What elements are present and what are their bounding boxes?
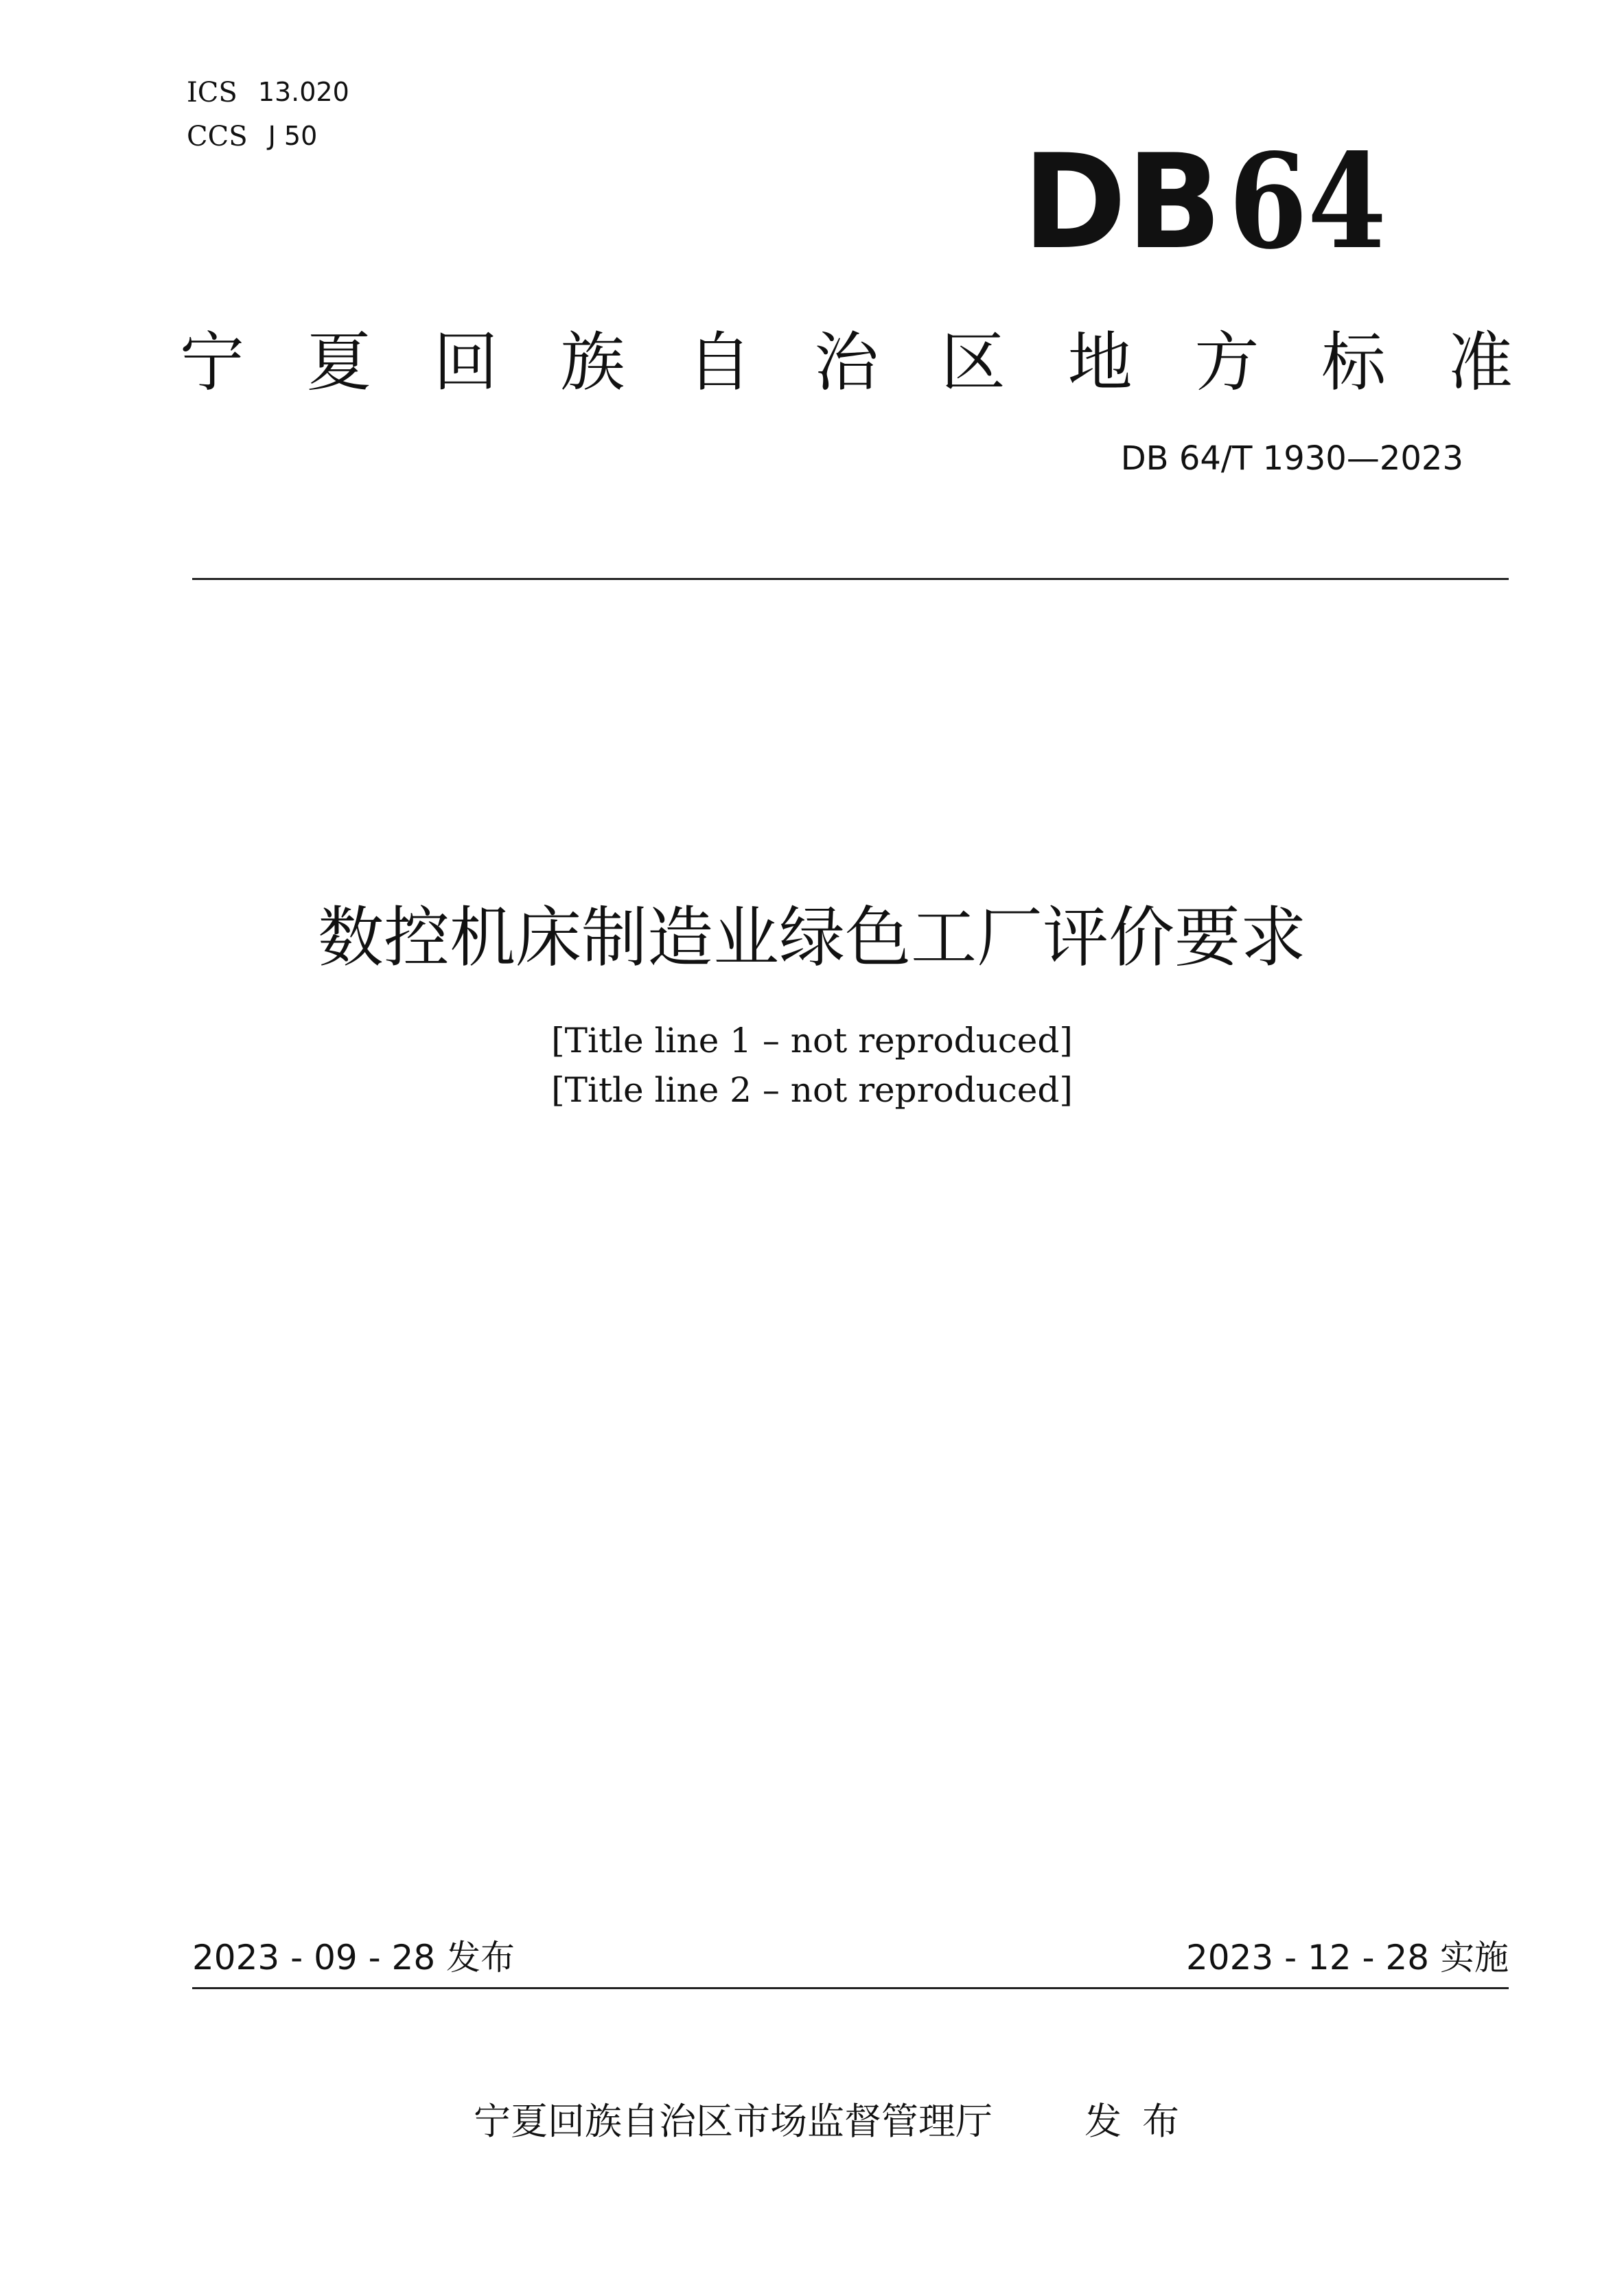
issue-action: 发布 bbox=[1084, 2100, 1200, 2143]
standard-number: DB 64/T 1930—2023 bbox=[1120, 439, 1463, 478]
region-title-char: 地 bbox=[1067, 325, 1133, 400]
ccs-classification bbox=[187, 121, 317, 152]
ccs-value: J 50 bbox=[268, 121, 318, 151]
region-standard-title bbox=[180, 310, 1513, 403]
title-en-line-1: [Title line 1 – not reproduced] bbox=[551, 1021, 1073, 1060]
region-title-char: 治 bbox=[813, 325, 879, 400]
region-title-char: 宁 bbox=[180, 325, 245, 400]
region-title-char: 标 bbox=[1321, 325, 1387, 400]
region-title-char: 自 bbox=[687, 325, 752, 400]
document-title-zh: 数控机床制造业绿色工厂评价要求 bbox=[318, 899, 1306, 976]
issuing-authority: 宁夏回族自治区市场监督管理厅 bbox=[474, 2100, 993, 2143]
region-title-char: 准 bbox=[1448, 325, 1513, 400]
footer-divider bbox=[192, 1987, 1509, 1989]
ics-classification bbox=[187, 77, 349, 108]
region-title-char: 区 bbox=[940, 325, 1006, 400]
region-title-char: 夏 bbox=[306, 325, 371, 400]
logo-number: 64 bbox=[1229, 144, 1387, 254]
header-divider bbox=[192, 578, 1509, 580]
release-date: 2023 - 09 - 28 发布 bbox=[192, 1938, 515, 1978]
document-title-en bbox=[0, 1016, 1624, 1115]
region-title-char: 族 bbox=[560, 325, 625, 400]
region-title-char: 回 bbox=[433, 325, 498, 400]
implementation-date: 2023 - 12 - 28 实施 bbox=[1185, 1938, 1509, 1978]
ccs-label: CCS bbox=[187, 121, 248, 152]
logo-prefix: DB bbox=[1023, 144, 1222, 254]
db64-logo bbox=[1023, 144, 1393, 254]
title-en-line-2: [Title line 2 – not reproduced] bbox=[551, 1070, 1073, 1110]
ics-label: ICS bbox=[187, 77, 237, 108]
ics-value: 13.020 bbox=[257, 77, 349, 107]
region-title-char: 方 bbox=[1194, 325, 1260, 400]
